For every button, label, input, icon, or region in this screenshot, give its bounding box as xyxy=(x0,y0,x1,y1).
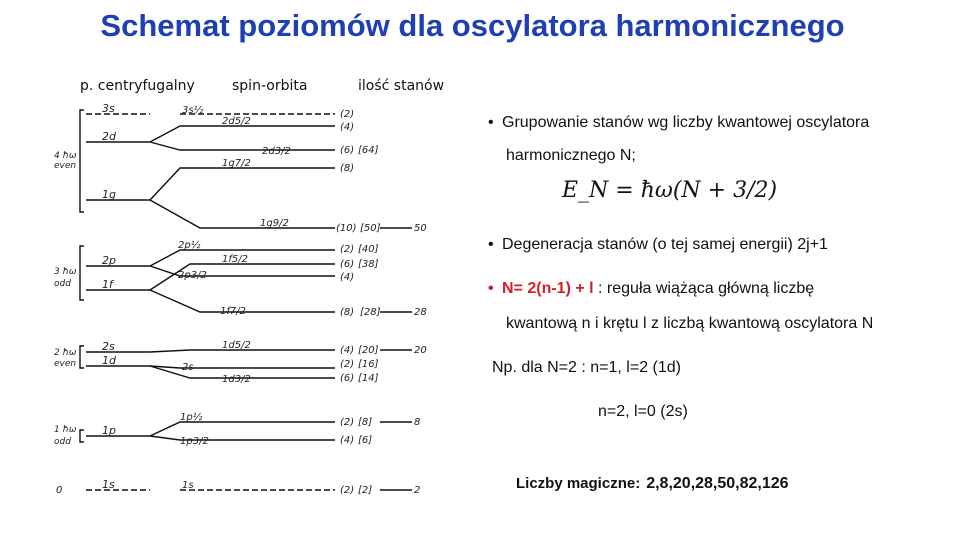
shell-parity-2: even xyxy=(54,359,77,369)
so-level-1g9-2: 1g9/2 xyxy=(260,218,289,229)
level-2s: 2s xyxy=(102,340,115,353)
shell-label-1: 1 ħω xyxy=(54,425,77,435)
state-cumulative: [20] xyxy=(358,345,379,356)
level-1d: 1d xyxy=(102,354,116,367)
level-1f: 1f xyxy=(102,278,113,291)
state-cumulative: [14] xyxy=(358,373,379,384)
state-cumulative: [38] xyxy=(358,259,379,270)
state-cumulative: [64] xyxy=(358,145,379,156)
state-count: (8) xyxy=(340,163,355,174)
level-2p: 2p xyxy=(102,254,116,267)
state-cumulative: [2] xyxy=(358,485,373,496)
shell-label-4: 4 ħω xyxy=(54,151,77,161)
shell-label-3: 3 ħω xyxy=(54,267,77,277)
state-cumulative: [6] xyxy=(358,435,373,446)
rule-formula: N= 2(n-1) + l xyxy=(502,280,594,297)
state-cumulative: [16] xyxy=(358,359,379,370)
energy-formula: E_N = ħω(N + 3/2) xyxy=(562,178,778,203)
column-header-spin-orbit: spin-orbita xyxy=(232,78,308,94)
level-3s: 3s xyxy=(102,102,115,115)
state-count: (2) xyxy=(340,359,355,370)
rule-text: : reguła wiążąca główną liczbę xyxy=(593,280,815,297)
state-count: (2) xyxy=(340,109,355,120)
magic-numbers-label: Liczby magiczne: xyxy=(516,475,641,492)
state-cumulative: [8] xyxy=(358,417,373,428)
bullet-grouping xyxy=(488,115,869,131)
so-level-2p3-2: 2p3/2 xyxy=(178,270,207,281)
shell-bracket-3 xyxy=(80,246,84,300)
magic-numbers-values: 2,8,20,28,50,82,126 xyxy=(646,475,789,492)
shell-bracket-4 xyxy=(80,110,84,212)
so-level-1f5-2: 1f5/2 xyxy=(222,254,248,265)
so-level-2d5-2: 2d5/2 xyxy=(222,116,251,127)
state-count: (4) xyxy=(340,122,355,133)
magic-numbers xyxy=(516,475,789,493)
state-count: (8) xyxy=(340,307,355,318)
level-1s: 1s xyxy=(102,478,115,491)
state-count: (6) xyxy=(340,259,355,270)
example-n2-line1: Np. dla N=2 : n=1, l=2 (1d) xyxy=(492,359,681,376)
so-level-1d3-2: 1d3/2 xyxy=(222,374,251,385)
shell-parity-1: odd xyxy=(54,437,71,447)
level-1g: 1g xyxy=(102,188,116,201)
shell-bracket-1 xyxy=(80,430,84,442)
state-count: (4) xyxy=(340,435,355,446)
magic-number: 2 xyxy=(414,485,421,496)
bullet-dot: • xyxy=(488,114,494,131)
state-count: (4) xyxy=(340,345,355,356)
bullet-rule xyxy=(488,281,814,297)
bullet-dot: • xyxy=(488,236,494,253)
page-title: Schemat poziomów dla oscylatora harmonicznego xyxy=(100,8,845,43)
shell-label-0: 0 xyxy=(56,485,63,496)
energy-level-diagram xyxy=(50,100,430,500)
state-count: (2) xyxy=(340,244,355,255)
state-cumulative: [40] xyxy=(358,244,379,255)
bullet-degeneracy xyxy=(488,237,828,253)
bullet-grouping-text: Grupowanie stanów wg liczby kwantowej oscylatora xyxy=(502,114,870,131)
so-level-1s1-2: 1s xyxy=(182,480,194,491)
state-cumulative: [50] xyxy=(360,223,381,234)
so-level-1g7-2: 1g7/2 xyxy=(222,158,251,169)
magic-number: 28 xyxy=(414,307,427,318)
bullet-dot: • xyxy=(488,280,494,297)
magic-number: 20 xyxy=(414,345,427,356)
column-header-centrifugal: p. centryfugalny xyxy=(80,78,195,94)
state-count: (10) xyxy=(336,223,357,234)
so-level-2p1-2: 2p½ xyxy=(178,240,201,251)
so-level-1f7-2: 1f7/2 xyxy=(220,306,246,317)
magic-number: 8 xyxy=(414,417,421,428)
so-level-1p3-2: 1p3/2 xyxy=(180,436,209,447)
shell-parity-3: odd xyxy=(54,279,71,289)
level-2d: 2d xyxy=(102,130,116,143)
state-count: (6) xyxy=(340,145,355,156)
shell-bracket-2 xyxy=(80,346,84,368)
bullet-grouping-continued: harmonicznego N; xyxy=(506,147,636,164)
so-level-3s1-2: 3s½ xyxy=(182,105,204,116)
so-level-2d3-2: 2d3/2 xyxy=(262,146,291,157)
magic-number: 50 xyxy=(414,223,427,234)
column-header-state-count: ilość stanów xyxy=(358,78,445,94)
shell-label-2: 2 ħω xyxy=(54,348,77,358)
level-1p: 1p xyxy=(102,424,116,437)
state-count: (2) xyxy=(340,485,355,496)
state-count: (2) xyxy=(340,417,355,428)
state-cumulative: [28] xyxy=(360,307,381,318)
state-count: (4) xyxy=(340,272,355,283)
so-level-1d5-2: 1d5/2 xyxy=(222,340,251,351)
bullet-degeneracy-text: Degeneracja stanów (o tej samej energii) 2j+1 xyxy=(502,236,828,253)
shell-parity-4: even xyxy=(54,161,77,171)
state-count: (6) xyxy=(340,373,355,384)
bullet-rule-continued: kwantową n i krętu l z liczbą kwantową oscylatora N xyxy=(506,315,874,332)
example-n2-line2: n=2, l=0 (2s) xyxy=(598,403,688,420)
so-level-1p1-2: 1p½ xyxy=(180,412,203,423)
so-level-2s1-2: 2s xyxy=(182,362,194,373)
